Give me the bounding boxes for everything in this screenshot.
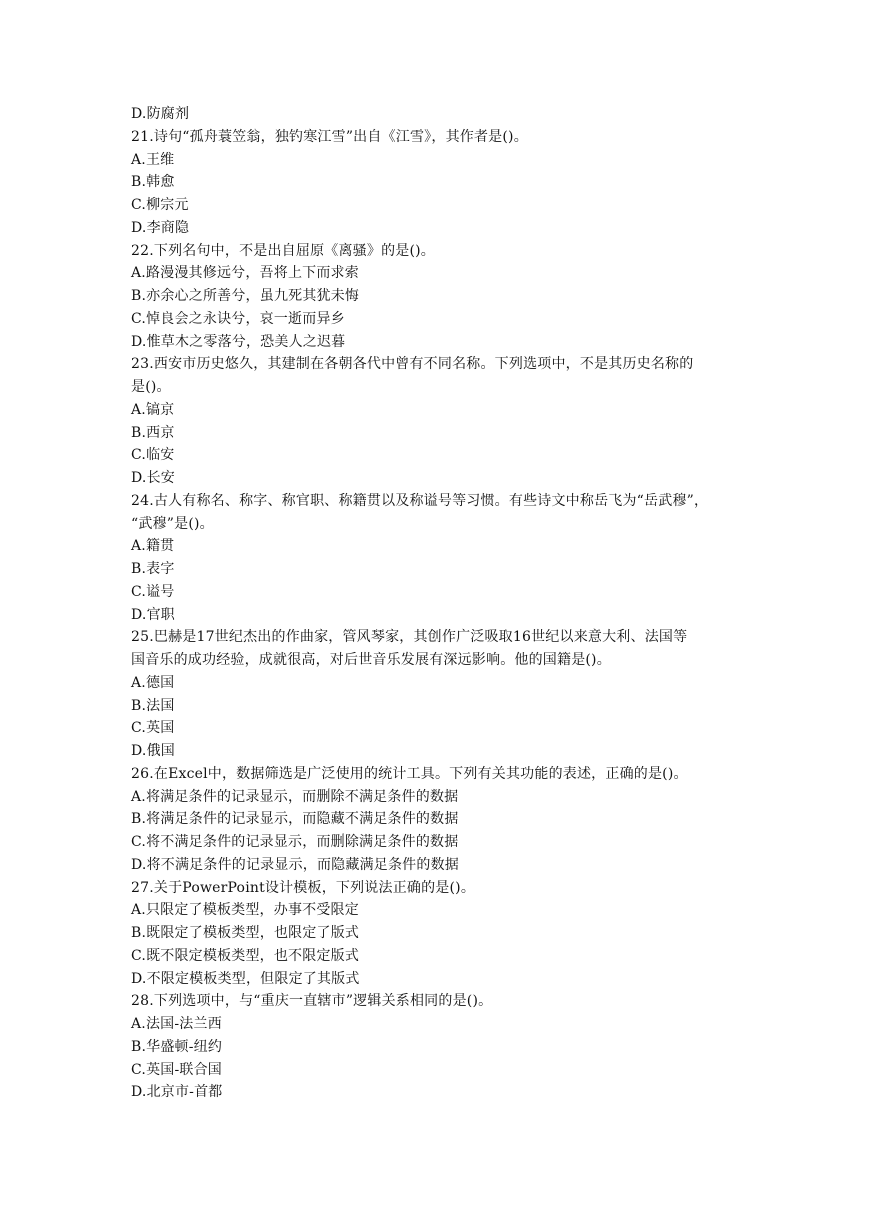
option-b-q24: B.表字 (131, 561, 175, 577)
option-d-q25: D.俄国 (131, 743, 175, 759)
option-a-q22: A.路漫漫其修远兮，吾将上下而求索 (131, 265, 359, 282)
option-d-q27: D.不限定模板类型，但限定了其版式 (131, 970, 360, 987)
option-a-q24: A.籍贯 (131, 538, 175, 555)
option-b-q26: B.将满足条件的记录显示，而隐藏不满足条件的数据 (131, 811, 459, 828)
option-a-q25: A.德国 (131, 674, 175, 691)
option-b-q21: B.韩愈 (131, 174, 175, 191)
option-b-q22: B.亦余心之所善兮，虽九死其犹未悔 (131, 288, 360, 304)
option-c-q28: C.英国-联合国 (131, 1061, 222, 1078)
option-b-q25: B.法国 (131, 697, 175, 714)
question-23-line-1: 23.西安市历史悠久，其建制在各朝各代中曾有不同名称。下列选项中，不是其历史名称的 (131, 356, 694, 373)
question-24-line-2: “武穆”是()。 (131, 515, 214, 532)
option-a-q26: A.将满足条件的记录显示，而删除不满足条件的数据 (131, 788, 459, 805)
option-d-q22: D.惟草木之零落兮，恐美人之迟暮 (131, 333, 346, 350)
question-24-line-1: 24.古人有称名、称字、称官职、称籍贯以及称谥号等习惯。有些诗文中称岳飞为“岳武穆”， (131, 492, 709, 509)
option-c-q23: C.临安 (131, 447, 175, 464)
option-a-q28: A.法国-法兰西 (131, 1016, 222, 1032)
option-a-q23: A.镐京 (131, 401, 175, 418)
option-c-q24: C.谥号 (131, 583, 175, 600)
option-d-q21: D.李商隐 (131, 219, 190, 236)
option-c-q26: C.将不满足条件的记录显示，而删除满足条件的数据 (131, 834, 459, 850)
option-b-q23: B.西京 (131, 424, 175, 441)
question-25-line-1: 25.巴赫是17世纪杰出的作曲家，管风琴家，其创作广泛吸取16世纪以来意大利、法国等 (131, 629, 688, 646)
option-c-q25: C.英国 (131, 720, 175, 737)
document-page (131, 103, 751, 1104)
question-27: 27.关于PowerPoint设计模板，下列说法正确的是()。 (131, 879, 476, 896)
option-d-q26: D.将不满足条件的记录显示，而隐藏满足条件的数据 (131, 856, 459, 873)
question-23-line-2: 是()。 (131, 379, 171, 395)
option-c-q27: C.既不限定模板类型，也不限定版式 (131, 947, 360, 964)
option-d-q20: D.防腐剂 (131, 106, 190, 122)
option-d-q23: D.长安 (131, 470, 175, 486)
option-b-q27: B.既限定了模板类型，也限定了版式 (131, 925, 360, 941)
question-22: 22.下列名句中，不是出自屈原《离骚》的是()。 (131, 242, 435, 259)
option-d-q28: D.北京市-首都 (131, 1084, 223, 1101)
question-25-line-2: 国音乐的成功经验，成就很高，对后世音乐发展有深远影响。他的国籍是()。 (131, 652, 611, 668)
option-a-q27: A.只限定了模板类型，办事不受限定 (131, 902, 359, 919)
option-b-q28: B.华盛顿-纽约 (131, 1038, 223, 1055)
option-c-q22: C.悼良会之永诀兮，哀一逝而异乡 (131, 310, 345, 327)
question-28: 28.下列选项中，与“重庆一直辖市”逻辑关系相同的是()。 (131, 993, 493, 1010)
question-26: 26.在Excel中，数据筛选是广泛使用的统计工具。下列有关其功能的表述，正确的是()。 (131, 765, 688, 782)
option-a-q21: A.王维 (131, 151, 175, 168)
option-c-q21: C.柳宗元 (131, 197, 189, 213)
option-d-q24: D.官职 (131, 606, 175, 623)
question-21: 21.诗句“孤舟蓑笠翁，独钓寒江雪”出自《江雪》，其作者是()。 (131, 128, 528, 145)
